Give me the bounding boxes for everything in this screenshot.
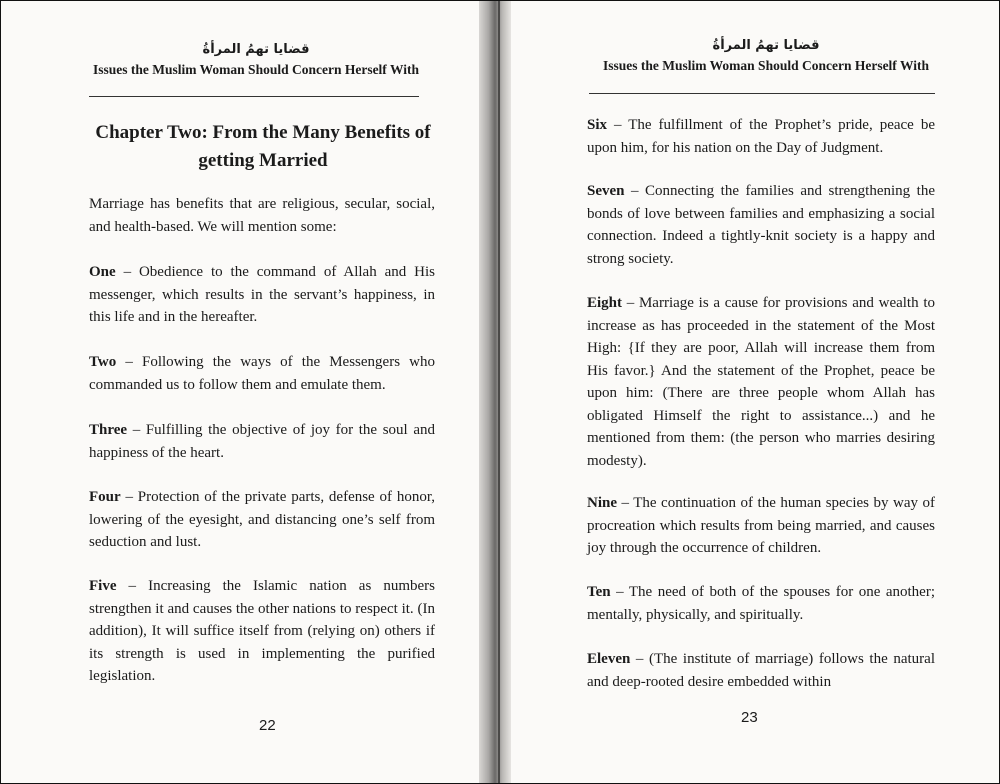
- benefit-label: Eleven: [587, 651, 631, 667]
- spine-line: [498, 1, 500, 783]
- left-page: [1, 1, 479, 783]
- benefit-text: – (The institute of marriage) follows the natural and deep-rooted desire embedded within: [587, 651, 935, 690]
- arabic-title: قضايا تهمُ المرأةُ: [712, 38, 820, 53]
- benefit-text: – Marriage is a cause for provisions and wealth to increase as has proceeded in the statement of the Most High: {If they are poor, Allah will increase them from His favor.} And the statement of the Prophet, peace be upon him: (There are three people whom Allah has obligated Himself the right to assistance...) and he mentioned from them: (the person who marries desiring modesty).: [587, 295, 935, 469]
- running-header: [591, 37, 941, 75]
- page-number: 22: [259, 717, 276, 734]
- benefit-label: Six: [587, 117, 608, 133]
- benefit-text: – Protection of the private parts, defense of honor, lowering of the eyesight, and distancing one’s self from seduction and lust.: [89, 489, 435, 550]
- benefit-label: Two: [89, 354, 117, 370]
- benefit-text: – Increasing the Islamic nation as numbers strengthen it and causes the other nations to respect it. (In addition), It will suffice itself from (relying on) others if its strength is used in implementing the purified legislation.: [89, 578, 435, 684]
- benefit-text: – Obedience to the command of Allah and His messenger, which results in the servant’s happiness, in this life and in the hereafter.: [89, 264, 435, 325]
- benefit-item: [587, 581, 935, 626]
- page-number: 23: [741, 709, 758, 726]
- right-page: [511, 1, 999, 783]
- benefit-item: [89, 575, 435, 688]
- benefit-label: Four: [89, 489, 121, 505]
- benefit-label: Seven: [587, 183, 625, 199]
- intro-paragraph: Marriage has benefits that are religious, secular, social, and health-based. We will mention some:: [89, 196, 435, 235]
- benefit-item: [587, 648, 935, 693]
- benefit-item: [587, 292, 935, 472]
- benefit-label: Five: [89, 578, 117, 594]
- benefit-item: [587, 114, 935, 159]
- header-subtitle: Issues the Muslim Woman Should Concern Herself With: [93, 62, 419, 77]
- header-rule: [89, 96, 419, 97]
- benefit-label: Ten: [587, 584, 611, 600]
- header-subtitle: Issues the Muslim Woman Should Concern Herself With: [603, 58, 929, 73]
- benefit-item: [587, 180, 935, 270]
- benefit-item: [89, 351, 435, 396]
- benefit-label: One: [89, 264, 116, 280]
- benefit-text: – The fulfillment of the Prophet’s pride, peace be upon him, for his nation on the Day of Judgment.: [587, 117, 935, 156]
- benefit-item: [89, 261, 435, 329]
- benefit-item: [89, 486, 435, 554]
- running-header: [81, 41, 431, 79]
- benefit-label: Eight: [587, 295, 623, 311]
- chapter-title: Chapter Two: From the Many Benefits of getting Married: [95, 122, 431, 171]
- benefit-text: – Following the ways of the Messengers who commanded us to follow them and emulate them.: [89, 354, 435, 393]
- header-rule: [589, 93, 935, 94]
- arabic-title: قضايا تهمُ المرأةُ: [202, 42, 310, 57]
- benefit-text: – Connecting the families and strengthening the bonds of love between families and emphasizing a social connection. Indeed a tightly-knit society is a happy and strong society.: [587, 183, 935, 267]
- benefit-item: [89, 419, 435, 464]
- benefit-text: – The need of both of the spouses for one another; mentally, physically, and spiritually.: [587, 584, 935, 623]
- benefit-text: – Fulfilling the objective of joy for the soul and happiness of the heart.: [89, 422, 435, 461]
- benefit-text: – The continuation of the human species by way of procreation which results from being married, and causes joy through the occurrence of children.: [587, 495, 935, 556]
- book-gutter: [479, 1, 511, 783]
- benefit-label: Three: [89, 422, 128, 438]
- benefit-label: Nine: [587, 495, 617, 511]
- benefit-item: [587, 492, 935, 560]
